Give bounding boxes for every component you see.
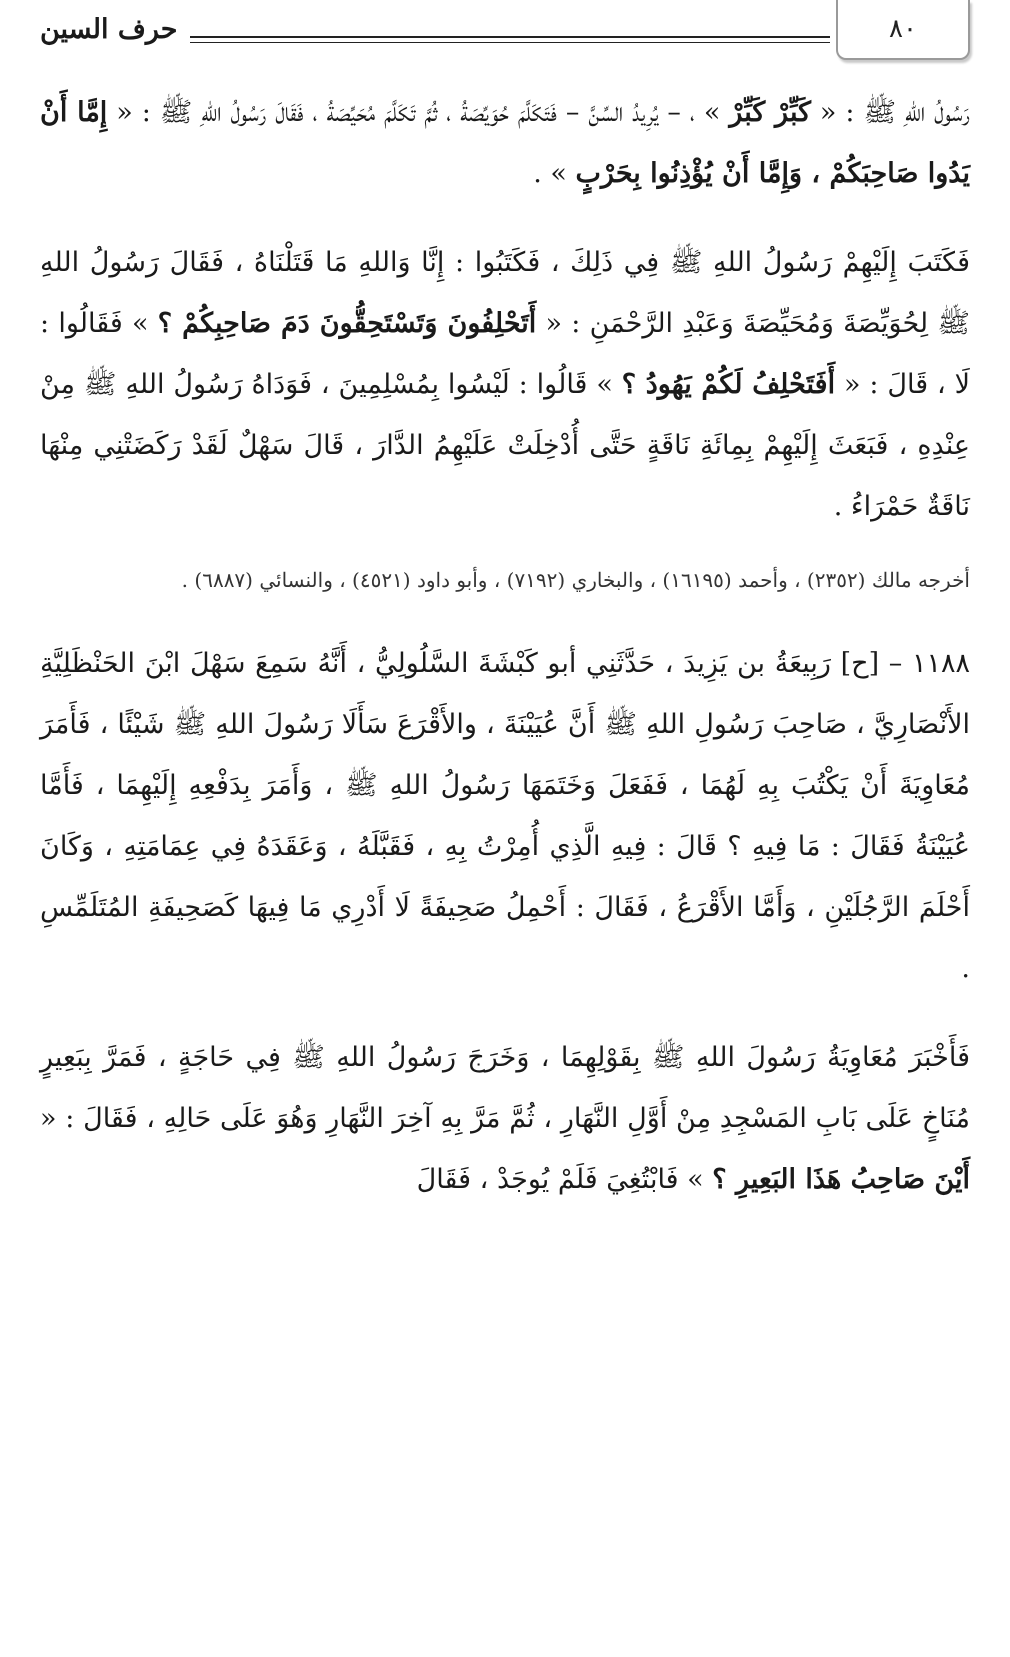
book-page <box>40 0 970 1657</box>
header-divider <box>190 36 830 38</box>
body-text: فَأَخْبَرَ مُعَاوِيَةُ رَسُولَ اللهِ ﷺ بِقَوْلِهِمَا ، وَخَرَجَ رَسُولُ اللهِ ﷺ فِي حَاجَةٍ ، فَمَرَّ بِبَعِيرٍ مُنَاخٍ عَلَى بَابِ المَسْجِدِ مِنْ أَوَّلِ النَّهَارِ ، ثُمَّ مَرَّ بِهِ آخِرَ النَّهَارِ وَهُوَ عَلَى حَالِهِ ، فَقَالَ : « <box>40 1042 970 1134</box>
body-text: » فَقَالُوا : لَا ، قَالَ : « <box>40 308 970 400</box>
page-header <box>40 0 970 70</box>
page-number: ٨٠ <box>836 0 970 60</box>
bold-quote-text: أَفَتَحْلِفُ لَكُمْ يَهُودُ ؟ <box>621 369 836 400</box>
body-text: ١١٨٨ – [ح] رَبِيعَةُ بن يَزِيدَ ، حَدَّثَنِي أبو كَبْشَةَ السَّلُولِيُّ ، أَنَّهُ سَمِعَ سَهْلَ ابْنَ الحَنْظَلِيَّةِ الأَنْصَارِيَّ ، صَاحِبَ رَسُولِ اللهِ ﷺ أَنَّ عُيَيْنَةَ ، والأَقْرَعَ سَأَلَا رَسُولَ اللهِ ﷺ شَيْئًا ، فَأَمَرَ مُعَاوِيَةَ أَنْ يَكْتُبَ بِهِ لَهُمَا ، فَفَعَلَ وَخَتَمَهَا رَسُولُ اللهِ ﷺ ، وَأَمَرَ بِدَفْعِهِ إِلَيْهِمَا ، فَأَمَّا عُيَيْنَةُ فَقَالَ : مَا فِيهِ ؟ قَالَ : فِيهِ الَّذِي أُمِرْتُ بِهِ ، فَقَبَّلَهُ ، وَعَقَدَهُ فِي عِمَامَتِهِ ، وَكَانَ أَحْلَمَ الرَّجُلَيْنِ ، وَأَمَّا الأَقْرَعُ ، فَقَالَ : أَحْمِلُ صَحِيفَةً لَا أَدْرِي مَا فِيهَا كَصَحِيفَةِ المُتَلَمِّسِ . <box>40 648 970 984</box>
body-text: » قَالُوا : لَيْسُوا بِمُسْلِمِينَ ، فَوَدَاهُ رَسُولُ اللهِ ﷺ مِنْ عِنْدِهِ ، فَبَعَثَ إِلَيْهِمْ بِمِائَةِ نَاقَةٍ حَتَّى أُدْخِلَتْ عَلَيْهِمُ الدَّارَ ، قَالَ سَهْلٌ لَقَدْ رَكَضَتْنِي مِنْهَا نَاقَةٌ حَمْرَاءُ . <box>40 369 970 522</box>
page-content <box>40 82 970 1210</box>
paragraph <box>40 232 970 537</box>
body-text: رَسُولُ اللهِ ﷺ : « <box>810 97 971 128</box>
hadith-1188-paragraph <box>40 633 970 999</box>
bold-quote-text: إِمَّا أَنْ يَدُوا صَاحِبَكُمْ ، وَإِمَّا أَنْ يُؤْذِنُوا بِحَرْبٍ <box>40 97 970 189</box>
bold-quote-text: كَبِّرْ كَبِّرْ <box>729 97 811 128</box>
bold-quote-text: أَيْنَ صَاحِبُ هَذَا البَعِيرِ ؟ <box>712 1164 970 1195</box>
body-text: » ، – يُرِيدُ السِّنَّ – فَتَكَلَّمَ حُوَيِّصَةُ ، ثُمَّ تَكَلَّمَ مُحَيِّصَةُ ، فَقَالَ رَسُولُ اللهِ ﷺ : « <box>107 97 730 128</box>
body-text: فَكَتَبَ إِلَيْهِمْ رَسُولُ اللهِ ﷺ فِي ذَلِكَ ، فَكَتَبُوا : إِنَّا وَاللهِ مَا قَتَلْنَاهُ ، فَقَالَ رَسُولُ اللهِ ﷺ لِحُوَيِّصَةَ وَمُحَيِّصَةَ وَعَبْدِ الرَّحْمَنِ : « <box>40 247 970 339</box>
body-text: » فَابْتُغِيَ فَلَمْ يُوجَدْ ، فَقَالَ <box>416 1164 713 1195</box>
paragraph <box>40 82 970 204</box>
bold-quote-text: أَتَحْلِفُونَ وَتَسْتَحِقُّونَ دَمَ صَاحِبِكُمْ ؟ <box>157 308 537 339</box>
paragraph <box>40 1027 970 1210</box>
body-text: » . <box>533 158 576 189</box>
footnote-citation: أخرجه مالك (٢٣٥٢) ، وأحمد (١٦١٩٥) ، والبخاري (٧١٩٢) ، وأبو داود (٤٥٢١) ، والنسائي (٦٨٨٧) . <box>181 568 970 592</box>
chapter-title: حرف السين <box>40 14 178 45</box>
